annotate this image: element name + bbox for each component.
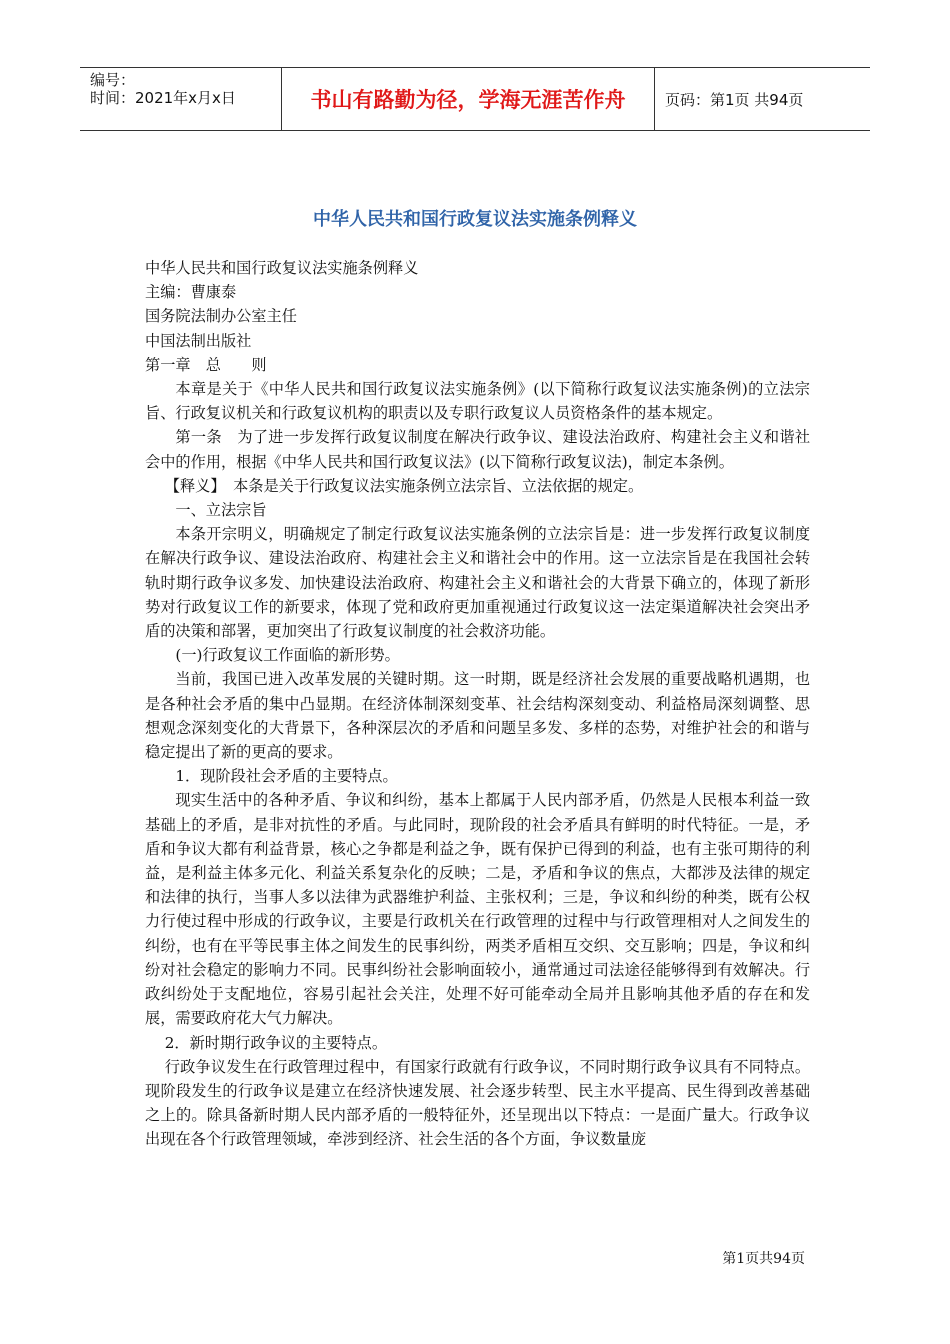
paragraph: 本条开宗明义，明确规定了制定行政复议法实施条例的立法宗旨是：进一步发挥行政复议制度在解决行政争议、建设法治政府、构建社会主义和谐社会中的作用。这一立法宗旨是在我国社会转轨时期行政争议多发、加快建设法治政府、构建社会主义和谐社会的大背景下确立的，体现了新形势对行政复议工作的新要求，体现了党和政府更加重视通过行政复议这一法定渠道解决社会突出矛盾的决策和部署，更加突出了行政复议制度的社会救济功能。 — [145, 525, 810, 641]
header-motto: 书山有路勤为径，学海无涯苦作舟 — [282, 68, 655, 130]
paragraph: 2．新时期行政争议的主要特点。 — [164, 1033, 388, 1052]
paragraph: 第一条 为了进一步发挥行政复议制度在解决行政争议、建设法治政府、构建社会主义和谐社会中的作用，根据《中华人民共和国行政复议法》(以下简称行政复议法)，制定本条例。 — [145, 428, 810, 471]
paragraph: 1．现阶段社会矛盾的主要特点。 — [175, 767, 398, 786]
paragraph: 主编：曹康泰 — [145, 283, 237, 302]
paragraph: 中国法制出版社 — [145, 331, 252, 350]
header-date: 时间：2021年x月x日 — [90, 89, 236, 107]
page-footer: 第1页共94页 — [722, 1251, 805, 1267]
paragraph: 本章是关于《中华人民共和国行政复议法实施条例》(以下简称行政复议法实施条例)的立法宗旨、行政复议机关和行政复议机构的职责以及专职行政复议人员资格条件的基本规定。 — [145, 380, 810, 423]
document-header — [80, 67, 870, 131]
paragraph: 行政争议发生在行政管理过程中，有国家行政就有行政争议，不同时期行政争议具有不同特点。现阶段发生的行政争议是建立在经济快速发展、社会逐步转型、民主水平提高、民生得到改善基础之上的。除具备新时期人民内部矛盾的一般特征外，还呈现出以下特点：一是面广量大。行政争议出现在各个行政管理领域，牵涉到经济、社会生活的各个方面，争议数量庞 — [145, 1057, 810, 1149]
paragraph: 【释义】 本条是关于行政复议法实施条例立法宗旨、立法依据的规定。 — [164, 476, 644, 495]
paragraph: 国务院法制办公室主任 — [145, 307, 297, 326]
header-meta — [80, 68, 282, 130]
paragraph: 中华人民共和国行政复议法实施条例释义 — [145, 259, 419, 277]
header-page-info: 页码：第1页 共94页 — [665, 90, 804, 109]
paragraph: 当前，我国已进入改革发展的关键时期。这一时期，既是经济社会发展的重要战略机遇期，也是各种社会矛盾的集中凸显期。在经济体制深刻变革、社会结构深刻变动、利益格局深刻调整、思想观念深刻变化的大背景下，各种深层次的矛盾和问题呈多发、多样的态势，对维护社会的和谐与稳定提出了新的更高的要求。 — [145, 670, 810, 762]
paragraph: 第一章 总 则 — [145, 355, 267, 374]
paragraph: 现实生活中的各种矛盾、争议和纠纷，基本上都属于人民内部矛盾，仍然是人民根本利益一致基础上的矛盾，是非对抗性的矛盾。与此同时，现阶段的社会矛盾具有鲜明的时代特征。一是，矛盾和争议大都有利益背景，核心之争都是利益之争，既有保护已得到的利益，也有主张可期待的利益，是利益主体多元化、利益关系复杂化的反映；二是，矛盾和争议的焦点，大都涉及法律的规定和法律的执行，当事人多以法律为武器维护利益、主张权利；三是，争议和纠纷的种类，既有公权力行使过程中形成的行政争议，主要是行政机关在行政管理的过程中与行政管理相对人之间发生的纠纷，也有在平等民事主体之间发生的民事纠纷，两类矛盾相互交织、交互影响；四是，争议和纠纷对社会稳定的影响力不同。民事纠纷社会影响面较小，通常通过司法途径能够得到有效解决。行政纠纷处于支配地位，容易引起社会关注，处理不好可能牵动全局并且影响其他矛盾的存在和发展，需要政府花大气力解决。 — [145, 791, 810, 1028]
document-title: 中华人民共和国行政复议法实施条例释义 — [313, 209, 637, 230]
paragraph: (一)行政复议工作面临的新形势。 — [175, 646, 400, 665]
paragraph: 一、立法宗旨 — [175, 501, 267, 520]
header-number: 编号： — [90, 71, 136, 89]
document-body — [145, 256, 810, 1152]
